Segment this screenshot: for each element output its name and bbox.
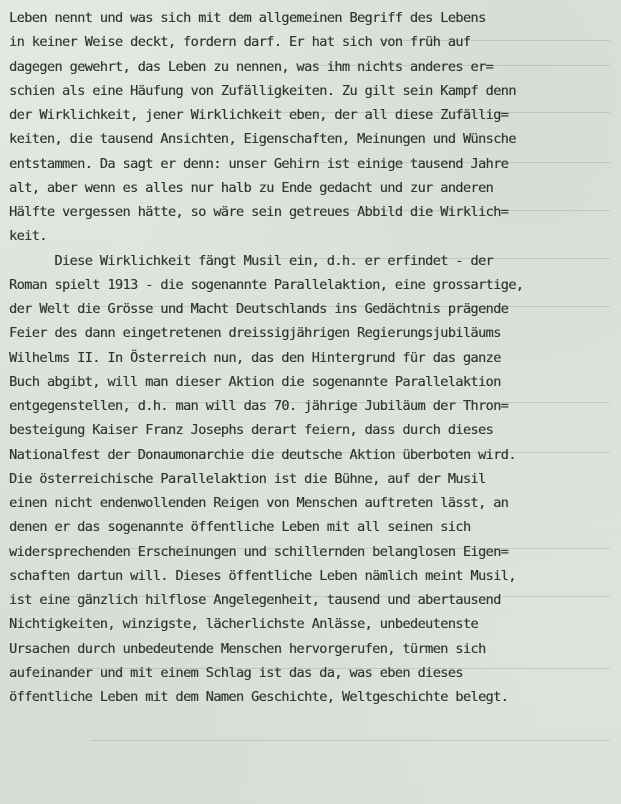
text-line: Die österreichische Parallelaktion ist die Bühne, auf der Musil (9, 470, 486, 487)
text-line: entgegenstellen, d.h. man will das 70. jährige Jubiläum der Thron= (9, 398, 509, 414)
text-line: dagegen gewehrt, das Leben zu nennen, was ihm nichts anderes er= (9, 58, 494, 75)
text-line: alt, aber wenn es alles nur halb zu Ende gedacht und zur anderen (9, 179, 494, 196)
text-line: öffentliche Leben mit dem Namen Geschichte, Weltgeschichte belegt. (9, 689, 509, 705)
text-line: Roman spielt 1913 - die sogenannte Parallelaktion, eine grossartige, (9, 276, 524, 293)
text-line: entstammen. Da sagt er denn: unser Gehirn ist einige tausend Jahre (9, 155, 509, 172)
text-line: Feier des dann eingetretenen dreissigjährigen Regierungsjubiläums (9, 325, 501, 342)
text-line: schaften dartun will. Dieses öffentliche Leben nämlich meint Musil, (9, 567, 516, 584)
text-line: Nationalfest der Donaumonarchie die deutsche Aktion überboten wird. (9, 446, 516, 463)
text-line: ist eine gänzlich hilflose Angelegenheit, tausend und abertausend (9, 592, 501, 608)
text-line: einen nicht endenwollenden Reigen von Menschen auftreten lässt, an (9, 495, 509, 511)
text-line: Nichtigkeiten, winzigste, lächerlichste Anlässe, unbedeutenste (9, 616, 478, 633)
text-line: Wilhelms II. In Österreich nun, das den Hintergrund für das ganze (9, 349, 501, 366)
text-line: Buch abgibt, will man dieser Aktion die sogenannte Parallelaktion (9, 373, 501, 390)
text-line: Hälfte vergessen hätte, so wäre sein getreues Abbild die Wirklich= (9, 204, 509, 220)
text-line: keit. (9, 228, 47, 245)
text-line: der Wirklichkeit, jener Wirklichkeit eben, der all diese Zufällig= (9, 107, 509, 123)
text-line: in keiner Weise deckt, fordern darf. Er hat sich von früh auf (9, 34, 471, 51)
text-line: aufeinander und mit einem Schlag ist das da, was eben dieses (9, 664, 463, 681)
text-line: keiten, die tausend Ansichten, Eigenschaften, Meinungen und Wünsche (9, 131, 516, 148)
text-line: schien als eine Häufung von Zufälligkeiten. Zu gilt sein Kampf denn (9, 82, 516, 99)
text-line: widersprechenden Erscheinungen und schillernden belanglosen Eigen= (9, 543, 509, 560)
typewritten-text (9, 6, 615, 709)
text-line: besteigung Kaiser Franz Josephs derart feiern, dass durch dieses (9, 422, 494, 439)
text-line: Ursachen durch unbedeutende Menschen hervorgerufen, türmen sich (9, 640, 486, 657)
text-line: Leben nennt und was sich mit dem allgemeinen Begriff des Lebens (9, 10, 486, 26)
text-line: der Welt die Grösse und Macht Deutschlands ins Gedächtnis prägende (9, 301, 509, 317)
text-line: Diese Wirklichkeit fängt Musil ein, d.h. er erfindet - der (9, 252, 494, 269)
text-line: denen er das sogenannte öffentliche Leben mit all seinen sich (9, 519, 471, 536)
